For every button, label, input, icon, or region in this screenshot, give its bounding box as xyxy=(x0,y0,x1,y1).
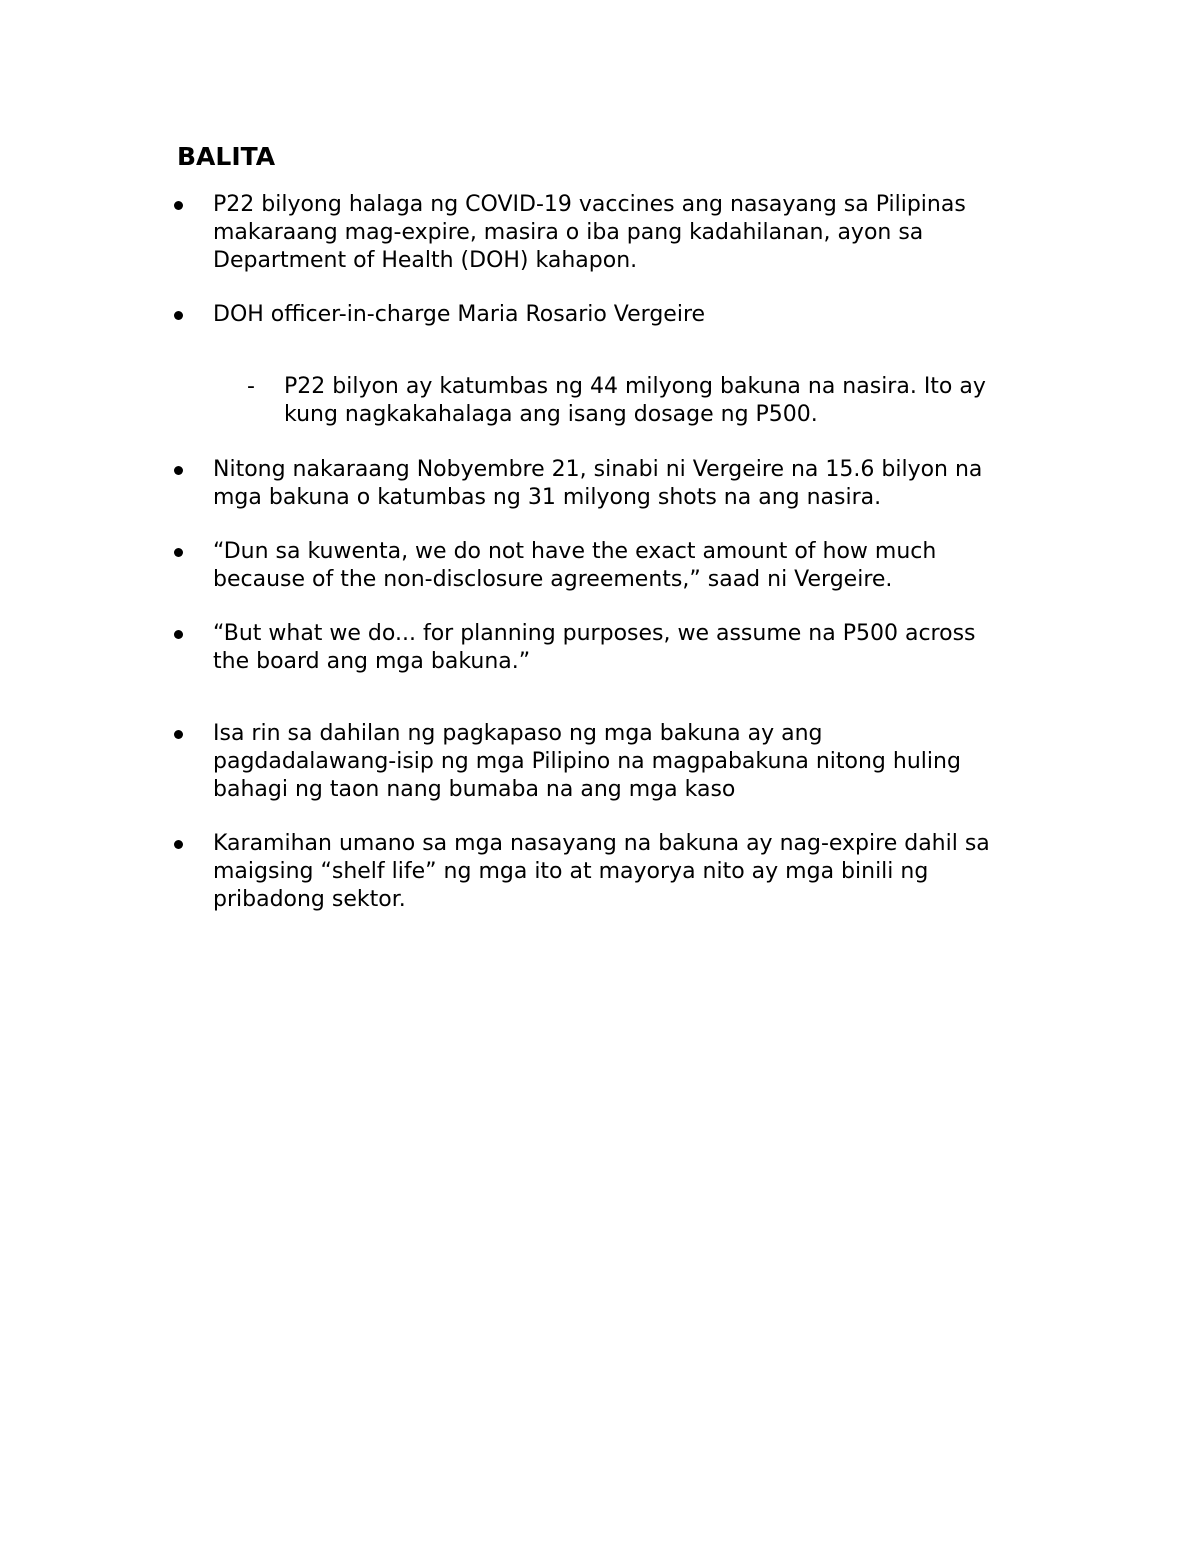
bullet-icon xyxy=(174,311,183,320)
dash-marker: - xyxy=(247,374,255,399)
bullet-icon xyxy=(174,201,183,210)
bullet-icon xyxy=(174,840,183,849)
list-item-text: “But what we do... for planning purposes, we assume na P500 across the board ang mga bakuna.” xyxy=(213,621,976,674)
list-item-text: P22 bilyong halaga ng COVID-19 vaccines ang nasayang sa Pilipinas makaraang mag-expire, masira o iba pang kadahilanan, ayon sa Department of Health (DOH) kahapon. xyxy=(213,192,966,273)
document-title: BALITA xyxy=(177,142,276,171)
list-item-text: Nitong nakaraang Nobyembre 21, sinabi ni Vergeire na 15.6 bilyon na mga bakuna o katumbas ng 31 milyong shots na ang nasira. xyxy=(213,457,983,510)
bullet-icon xyxy=(174,466,183,475)
list-item-text: Isa rin sa dahilan ng pagkapaso ng mga bakuna ay ang pagdadalawang-isip ng mga Pilipino na magpabakuna nitong huling bahagi ng taon nang bumaba na ang mga kaso xyxy=(213,721,961,802)
bullet-icon xyxy=(174,730,183,739)
bullet-icon xyxy=(174,630,183,639)
list-item-text: Karamihan umano sa mga nasayang na bakuna ay nag-expire dahil sa maigsing “shelf life” ng mga ito at mayorya nito ay mga binili ng pribadong sektor. xyxy=(213,831,990,912)
list-item-text: “Dun sa kuwenta, we do not have the exact amount of how much because of the non-disclosure agreements,” saad ni Vergeire. xyxy=(213,539,937,592)
bullet-icon xyxy=(174,548,183,557)
list-item-text: DOH officer-in-charge Maria Rosario Vergeire xyxy=(213,302,706,327)
sub-list-item-text: P22 bilyon ay katumbas ng 44 milyong bakuna na nasira. Ito ay kung nagkakahalaga ang isang dosage ng P500. xyxy=(284,374,986,427)
